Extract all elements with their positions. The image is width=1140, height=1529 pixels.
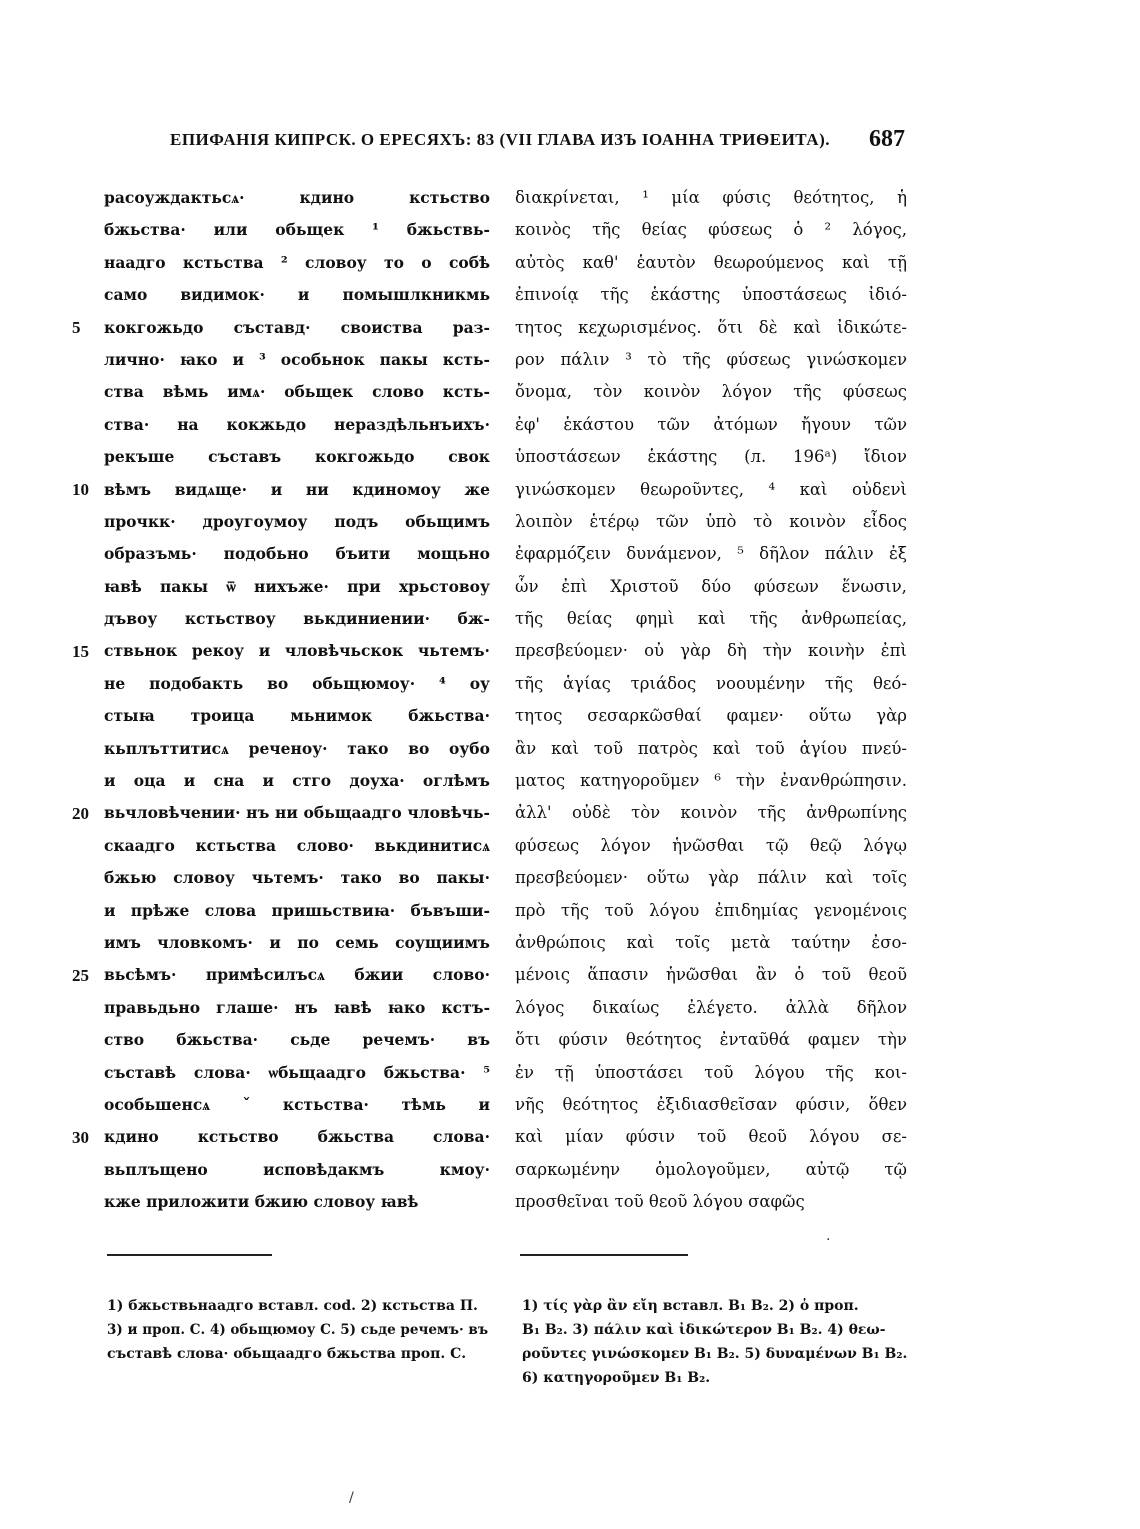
greek-text-line: ματος κατηγοροῦμεν ⁶ τὴν ἐνανθρώπησιν. [515,771,907,791]
footnote-line: съставѣ слова· обьщаадго бжьства проп. С. [107,1346,467,1362]
slavonic-text-line: ствьнок рекоу и чловѣчьскок чьтемъ· [104,641,490,661]
greek-text-line: πρεσβεύομεν· οὐ γὰρ δὴ τὴν κοινὴν ἐπὶ [515,641,907,661]
slavonic-text-line: дъвоу кстьствоу вькдиниении· бж- [104,609,490,629]
slavonic-text-line: ꙗвѣ пакы ѿ нихъже· при хрьстовоу [104,576,490,596]
slavonic-text-line: ства· на кокжьдо нераздѣльнъихъ· [104,414,490,434]
greek-text-line: πρὸ τῆς τοῦ λόγου ἐπιδημίας γενομένοις [515,900,907,920]
greek-text-line: αὐτὸς καθ' ἑαυτὸν θεωρούμενος καὶ τῇ [515,252,907,272]
footnote-line: 1) τίς γὰρ ἂν εἴη вставл. B₁ B₂. 2) ὁ проп. [522,1298,859,1314]
footnote-line: ροῦντες γινώσκομεν B₁ B₂. 5) δυναμένων B₁ B₂. [522,1346,908,1362]
greek-text-line: κοινὸς τῆς θείας φύσεως ὁ ² λόγος, [515,220,907,240]
greek-text-line: ἀνθρώποις καὶ τοῖς μετὰ ταύτην ἐσο- [515,932,907,952]
slavonic-text-line: кдино кстьство бжьства слова· [104,1127,490,1147]
greek-text-line: ἐπινοίᾳ τῆς ἑκάστης ὑποστάσεως ἰδιό- [515,285,907,305]
greek-text-line: ἐφ' ἑκάστου τῶν ἀτόμων ἤγουν τῶν [515,414,907,434]
greek-text-line: προσθεῖναι τοῦ θεοῦ λόγου σαφῶς [515,1192,805,1212]
footnote-line: 1) бжьствьнаадго вставл. cod. 2) кстьства П. [107,1298,478,1314]
line-number: 5 [72,317,81,337]
slavonic-text-line: ства вѣмь имѧ· обьщек слово ксть- [104,382,490,402]
greek-text-line: διακρίνεται, ¹ μία φύσις θεότητος, ἡ [515,188,907,207]
greek-text-line: πρεσβεύομεν· οὕτω γὰρ πάλιν καὶ τοῖς [515,868,907,888]
greek-text-line: τῆς θείας φημὶ καὶ τῆς ἀνθρωπείας, [515,609,907,629]
slavonic-text-line: стыꙗ троица мьнимок бжьства· [104,706,490,726]
footnotes-greek [522,1294,912,1390]
slavonic-text-line: и оца и сна и стго доуха· оглѣмъ [104,771,490,791]
greek-text-line: ὑποστάσεων ἑκάστης (л. 196ᵃ) ἴδιον [515,447,907,467]
page-number: 687 [869,126,905,152]
greek-text-line: γινώσκομεν θεωροῦντες, ⁴ καὶ οὐδενὶ [515,479,907,499]
running-head: ЕПИФАНІЯ КИПРСК. О ЕРЕСЯХЪ: 83 (VII ГЛАВА ИЗЪ ІОАННА ТРИѲЕИТА). [170,130,830,149]
print-speck: / [349,1490,354,1506]
slavonic-text-line: вьсѣмъ· примѣсилъсѧ бжии слово· [104,965,490,985]
footnote-line: 6) κατηγοροῦμεν B₁ B₂. [522,1370,711,1386]
line-number: 15 [72,641,89,661]
greek-text-line: λόγος δικαίως ἐλέγετο. ἀλλὰ δῆλον [515,997,907,1017]
slavonic-text-line: вьплъщено исповѣдакмъ кмоу· [104,1159,490,1179]
slavonic-text-line: рекъше съставъ кокгожьдо свок [104,447,490,467]
slavonic-text-line: ство бжьства· сьде речемъ· въ [104,1030,490,1050]
footnote-line: 3) и проп. С. 4) обьщюмоу С. 5) сьде речемъ· въ [107,1322,489,1338]
slavonic-text-line: вьчловѣчении· нъ ни обьщаадго чловѣчь- [104,803,490,823]
slavonic-text-line: не подобакть во обьщюмоу· ⁴ оу [104,673,490,693]
print-speck: · [826,1232,831,1248]
slavonic-text-line: особьшенсѧ ˇ кстьства· тѣмь и [104,1094,490,1114]
footnote-line: B₁ B₂. 3) πάλιν καὶ ἰδικώτερον B₁ B₂. 4) θεω- [522,1322,886,1338]
slavonic-text-line: скаадго кстьства слово· вькдинитисѧ [104,835,490,855]
greek-text-line: ἀλλ' οὐδὲ τὸν κοινὸν τῆς ἀνθρωπίνης [515,803,907,823]
greek-text-line: ὅτι φύσιν θεότητος ἐνταῦθά φαμεν τὴν [515,1030,907,1050]
footnotes-slavonic [107,1294,495,1366]
greek-text-line: νῆς θεότητος ἐξιδιασθεῖσαν φύσιν, ὅθεν [515,1094,907,1114]
greek-text-line: λοιπὸν ἑτέρῳ τῶν ὑπὸ τὸ κοινὸν εἶδος [515,511,907,531]
greek-text-line: ρον πάλιν ³ τὸ τῆς φύσεως γινώσκομεν [515,349,907,369]
slavonic-text-line: образъмь· подобьно бъити мощьно [104,544,490,564]
line-number: 25 [72,965,89,985]
greek-text-line: ἐφαρμόζειν δυνάμενον, ⁵ δῆλον πάλιν ἐξ [515,544,907,564]
slavonic-text-line: правьдьно глаше· нъ ꙗвѣ ꙗко кстъ- [104,997,490,1017]
slavonic-text-line: кокгожьдо съставд· своиства раз- [104,317,490,337]
slavonic-text-line: наадго кстьства ² словоу то о собѣ [104,252,490,272]
slavonic-text-line: прочкк· дроугоумоу подъ обьщимъ [104,511,490,531]
slavonic-text-line: съставѣ слова· ѡбьщаадго бжьства· ⁵ [104,1062,490,1082]
greek-text-line: μένοις ἅπασιν ἡνῶσθαι ἂν ὁ τοῦ θεοῦ [515,965,907,985]
slavonic-text-line: бжью словоу чьтемъ· тако во пакы· [104,868,490,888]
greek-text-line: ἐν τῇ ὑποστάσει τοῦ λόγου τῆς κοι- [515,1062,907,1082]
greek-text-line: καὶ μίαν φύσιν τοῦ θεοῦ λόγου σε- [515,1127,907,1147]
greek-text-line: τῆς ἁγίας τριάδος νοουμένην τῆς θεό- [515,673,907,693]
line-number: 20 [72,803,89,823]
slavonic-text-line: имъ чловкомъ· и по семь соущиимъ [104,932,490,952]
greek-column [515,182,907,1219]
slavonic-column [104,182,490,1219]
greek-text-line: τητος σεσαρκῶσθαί φαμεν· οὕτω γὰρ [515,706,907,726]
greek-text-line: ἂν καὶ τοῦ πατρὸς καὶ τοῦ ἁγίου πνεύ- [515,738,907,758]
slavonic-text-line: и прѣже слова пришьствиꙗ· бъвъши- [104,900,490,920]
greek-text-line: τητος κεχωρισμένος. ὅτι δὲ καὶ ἰδικώτε- [515,317,907,337]
greek-text-line: σαρκωμένην ὁμολογοῦμεν, αὐτῷ τῷ [515,1159,907,1179]
greek-text-line: ὄνομα, τὸν κοινὸν λόγον τῆς φύσεως [515,382,907,402]
slavonic-text-line: вѣмъ видѧще· и ни кдиномоу же [104,479,490,499]
slavonic-text-line: бжьства· или обьщек ¹ бжьствь- [104,220,490,240]
slavonic-text-line: расоуждактьсѧ· кдино кстьство [104,188,490,207]
line-number: 30 [72,1127,89,1147]
slavonic-text-line: само видимок· и помышлкникмь [104,285,490,305]
line-number: 10 [72,479,89,499]
greek-text-line: φύσεως λόγον ἡνῶσθαι τῷ θεῷ λόγῳ [515,835,907,855]
page-header [170,126,905,158]
slavonic-text-line: лично· ꙗко и ³ особьнок пакы ксть- [104,349,490,369]
footnote-rule [107,1254,272,1256]
greek-text-line: ὧν ἐπὶ Χριστοῦ δύο φύσεων ἕνωσιν, [515,576,907,596]
footnote-rule [520,1254,688,1256]
slavonic-text-line: кже приложити бжию словоу ꙗвѣ [104,1192,419,1212]
slavonic-text-line: кьплъттитисѧ реченоу· тако во оубо [104,738,490,758]
